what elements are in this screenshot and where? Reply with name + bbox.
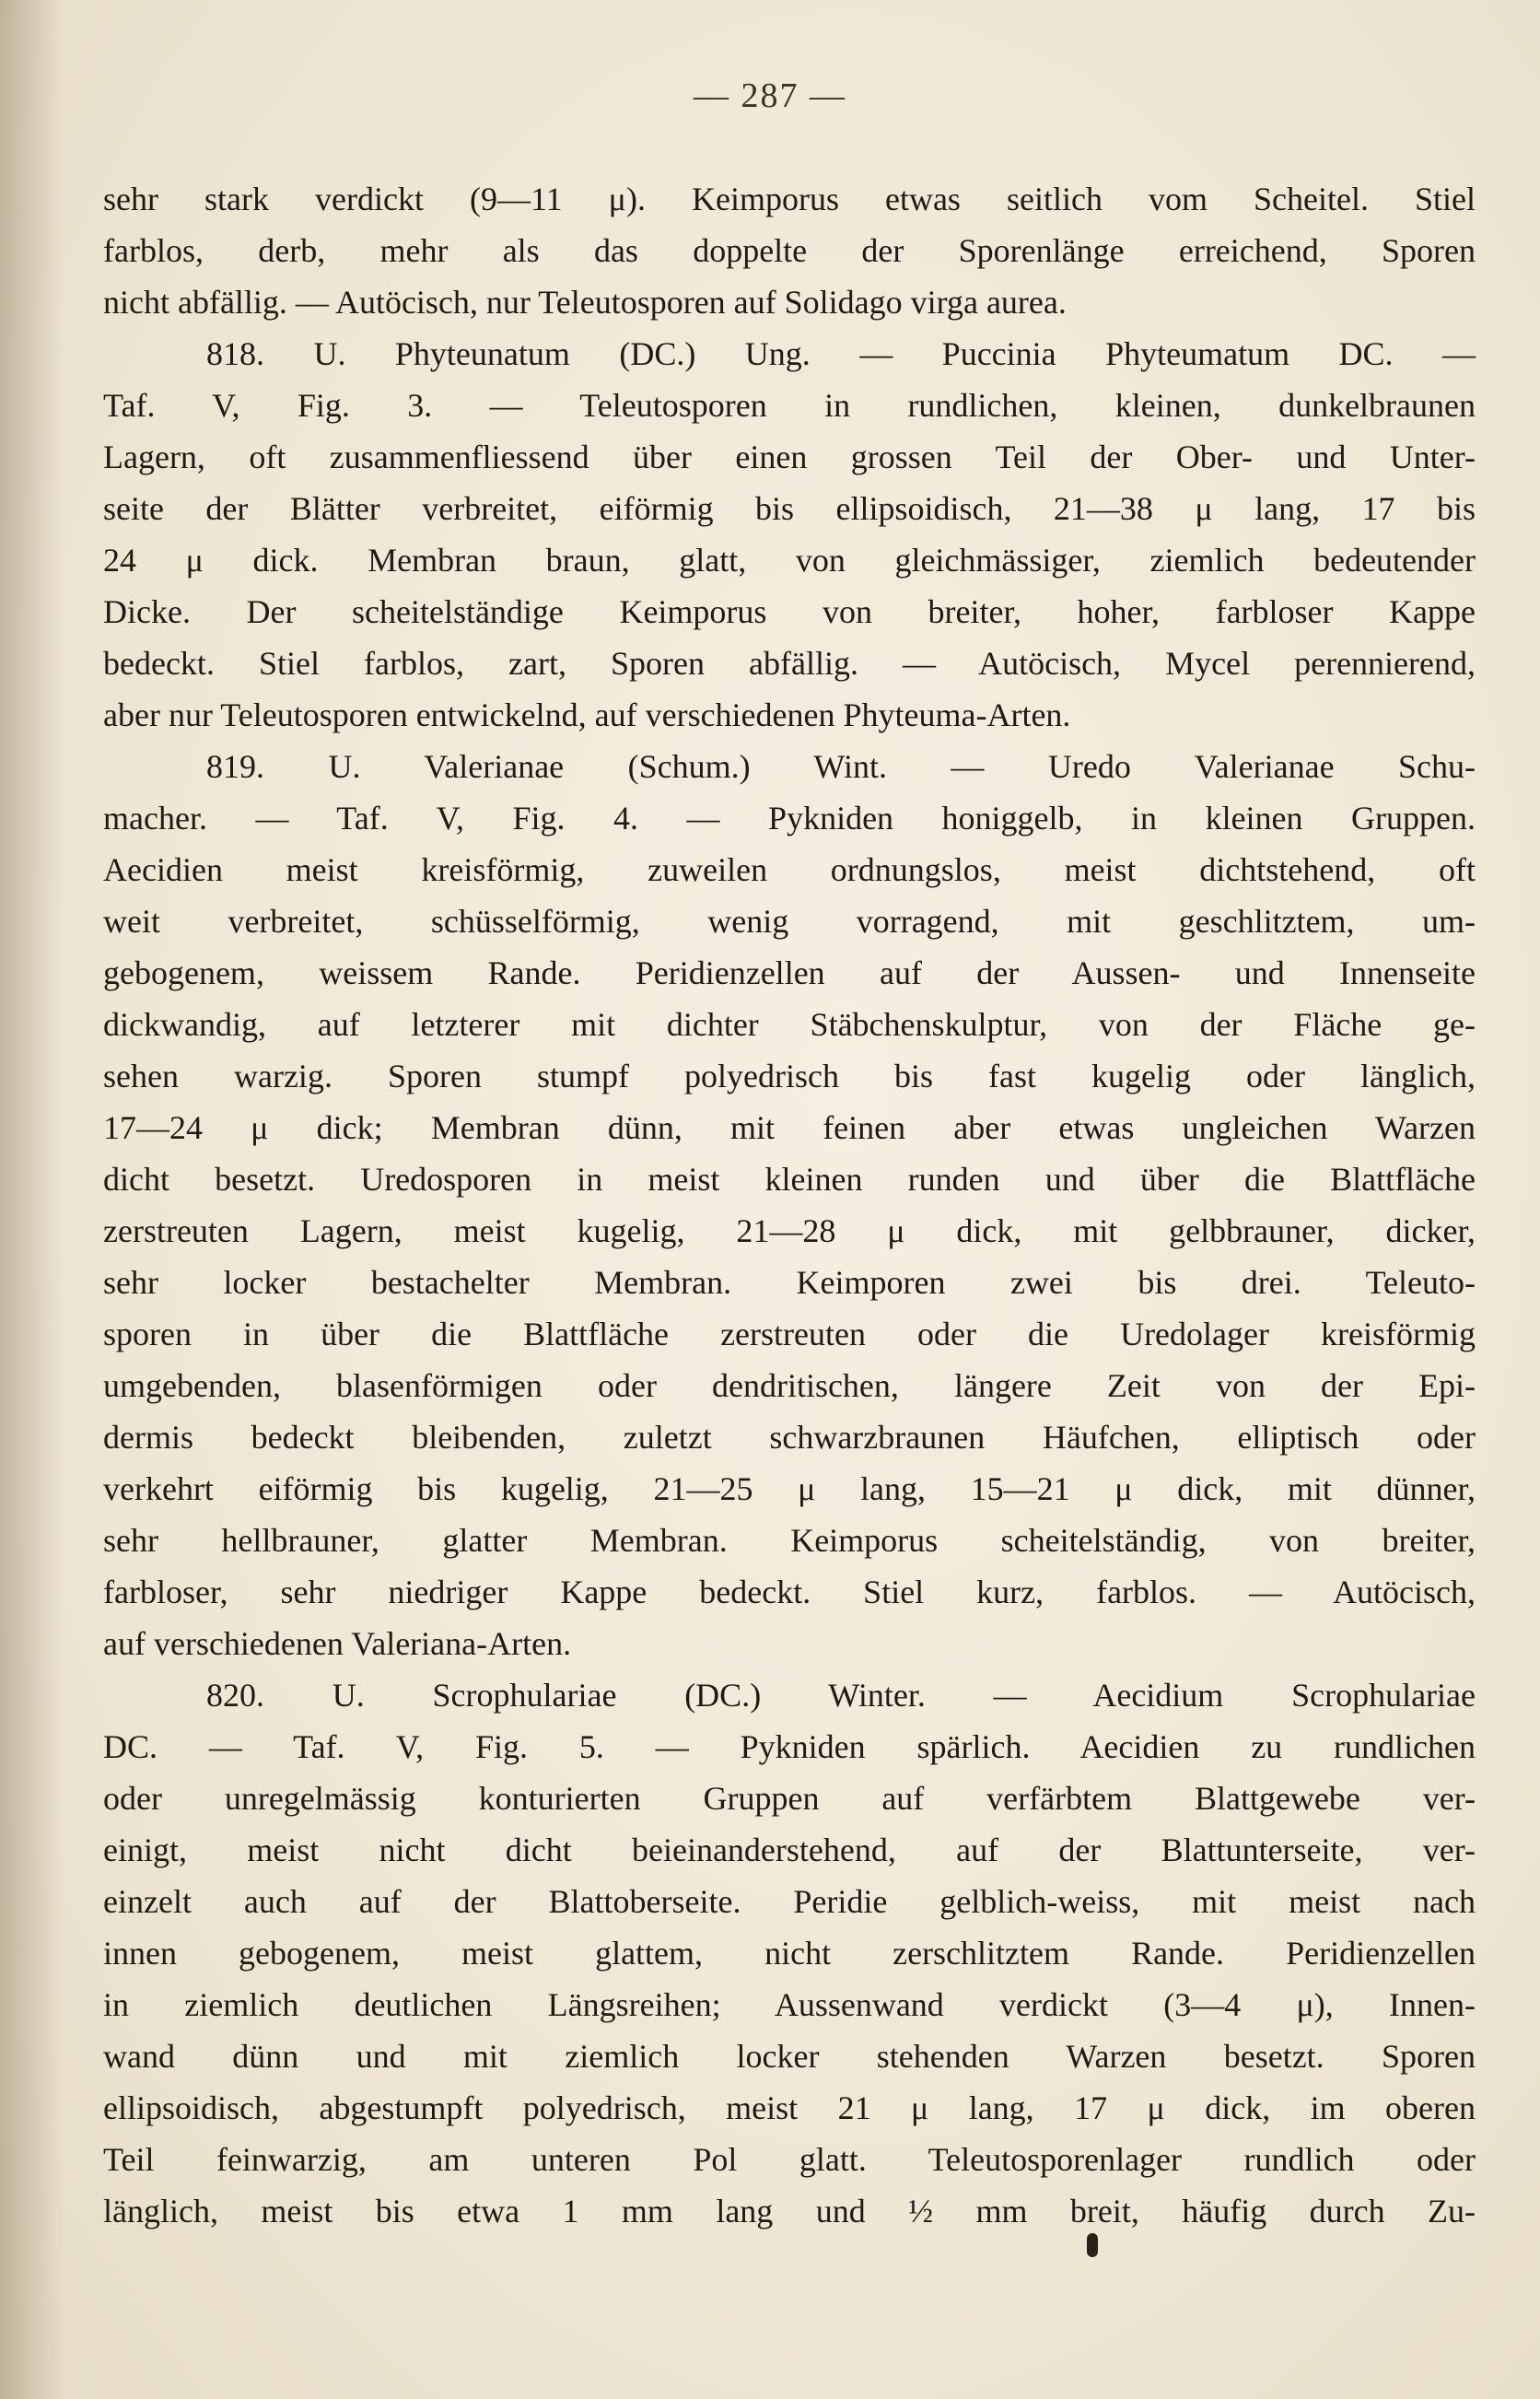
text-line: in ziemlich deutlichen Längsreihen; Aussenwand verdickt (3—4 μ), Innen- — [103, 1986, 1476, 2023]
text-line: sehr hellbrauner, glatter Membran. Keimporus scheitelständig, von breiter, — [103, 1522, 1476, 1559]
page-number: — 287 — — [694, 76, 846, 115]
text-line: gebogenem, weissem Rande. Peridienzellen auf der Aussen- und Innenseite — [103, 954, 1476, 991]
text-line: dickwandig, auf letzterer mit dichter Stäbchenskulptur, von der Fläche ge- — [103, 1006, 1476, 1043]
text-line: dicht besetzt. Uredosporen in meist kleinen runden und über die Blattfläche — [103, 1161, 1476, 1198]
text-line: innen gebogenem, meist glattem, nicht zerschlitztem Rande. Peridienzellen — [103, 1935, 1476, 1972]
text-line: Aecidien meist kreisförmig, zuweilen ordnungslos, meist dichtstehend, oft — [103, 851, 1476, 888]
text-line: umgebenden, blasenförmigen oder dendritischen, längere Zeit von der Epi- — [103, 1367, 1476, 1404]
text-line: weit verbreitet, schüsselförmig, wenig vorragend, mit geschlitztem, um- — [103, 903, 1476, 940]
text-line: ellipsoidisch, abgestumpft polyedrisch, meist 21 μ lang, 17 μ dick, im oberen — [103, 2089, 1476, 2126]
text-line: länglich, meist bis etwa 1 mm lang und ½ mm breit, häufig durch Zu- — [103, 2193, 1476, 2229]
binding-shadow — [0, 0, 64, 2399]
text-line: Lagern, oft zusammenfliessend über einen grossen Teil der Ober- und Unter- — [103, 439, 1476, 475]
text-line: Taf. V, Fig. 3. — Teleutosporen in rundlichen, kleinen, dunkelbraunen — [103, 387, 1476, 424]
text-line: Teil feinwarzig, am unteren Pol glatt. Teleutosporenlager rundlich oder — [103, 2141, 1476, 2178]
text-line: sehr locker bestachelter Membran. Keimporen zwei bis drei. Teleuto- — [103, 1264, 1476, 1301]
text-line: bedeckt. Stiel farblos, zart, Sporen abfällig. — Autöcisch, Mycel perennierend, — [103, 645, 1476, 682]
text-line: sporen in über die Blattfläche zerstreuten oder die Uredolager kreisförmig — [103, 1316, 1476, 1352]
text-line: seite der Blätter verbreitet, eiförmig bis ellipsoidisch, 21—38 μ lang, 17 bis — [103, 490, 1476, 527]
text-line: einigt, meist nicht dicht beieinanderstehend, auf der Blattunterseite, ver- — [103, 1831, 1476, 1868]
text-line: 820. U. Scrophulariae (DC.) Winter. — Aecidium Scrophulariae — [206, 1677, 1476, 1714]
text-line: sehr stark verdickt (9—11 μ). Keimporus etwas seitlich vom Scheitel. Stiel — [103, 181, 1476, 217]
text-line: sehen warzig. Sporen stumpf polyedrisch bis fast kugelig oder länglich, — [103, 1058, 1476, 1094]
text-line: zerstreuten Lagern, meist kugelig, 21—28 μ dick, mit gelbbrauner, dicker, — [103, 1212, 1476, 1249]
text-line: farblos, derb, mehr als das doppelte der Sporenlänge erreichend, Sporen — [103, 232, 1476, 269]
text-line: macher. — Taf. V, Fig. 4. — Pykniden honiggelb, in kleinen Gruppen. — [103, 800, 1476, 837]
text-line: farbloser, sehr niedriger Kappe bedeckt. Stiel kurz, farblos. — Autöcisch, — [103, 1574, 1476, 1610]
text-line: aber nur Teleutosporen entwickelnd, auf verschiedenen Phyteuma-Arten. — [103, 696, 1071, 733]
text-line: verkehrt eiförmig bis kugelig, 21—25 μ lang, 15—21 μ dick, mit dünner, — [103, 1470, 1476, 1507]
body-text — [103, 173, 1476, 2237]
text-line: 818. U. Phyteunatum (DC.) Ung. — Puccinia Phyteumatum DC. — — [206, 335, 1476, 372]
ink-mark — [1087, 2233, 1098, 2257]
text-line: Dicke. Der scheitelständige Keimporus von breiter, hoher, farbloser Kappe — [103, 593, 1476, 630]
text-line: wand dünn und mit ziemlich locker stehenden Warzen besetzt. Sporen — [103, 2038, 1476, 2075]
text-line: nicht abfällig. — Autöcisch, nur Teleutosporen auf Solidago virga aurea. — [103, 284, 1067, 321]
text-line: 17—24 μ dick; Membran dünn, mit feinen aber etwas ungleichen Warzen — [103, 1109, 1476, 1146]
text-line: 819. U. Valerianae (Schum.) Wint. — Uredo Valerianae Schu- — [206, 748, 1476, 785]
text-line: einzelt auch auf der Blattoberseite. Peridie gelblich-weiss, mit meist nach — [103, 1883, 1476, 1920]
text-line: dermis bedeckt bleibenden, zuletzt schwarzbraunen Häufchen, elliptisch oder — [103, 1419, 1476, 1456]
text-line: oder unregelmässig konturierten Gruppen auf verfärbtem Blattgewebe ver- — [103, 1780, 1476, 1817]
text-line: 24 μ dick. Membran braun, glatt, von gleichmässiger, ziemlich bedeutender — [103, 542, 1476, 579]
text-line: auf verschiedenen Valeriana-Arten. — [103, 1625, 572, 1662]
text-line: DC. — Taf. V, Fig. 5. — Pykniden spärlich. Aecidien zu rundlichen — [103, 1728, 1476, 1765]
